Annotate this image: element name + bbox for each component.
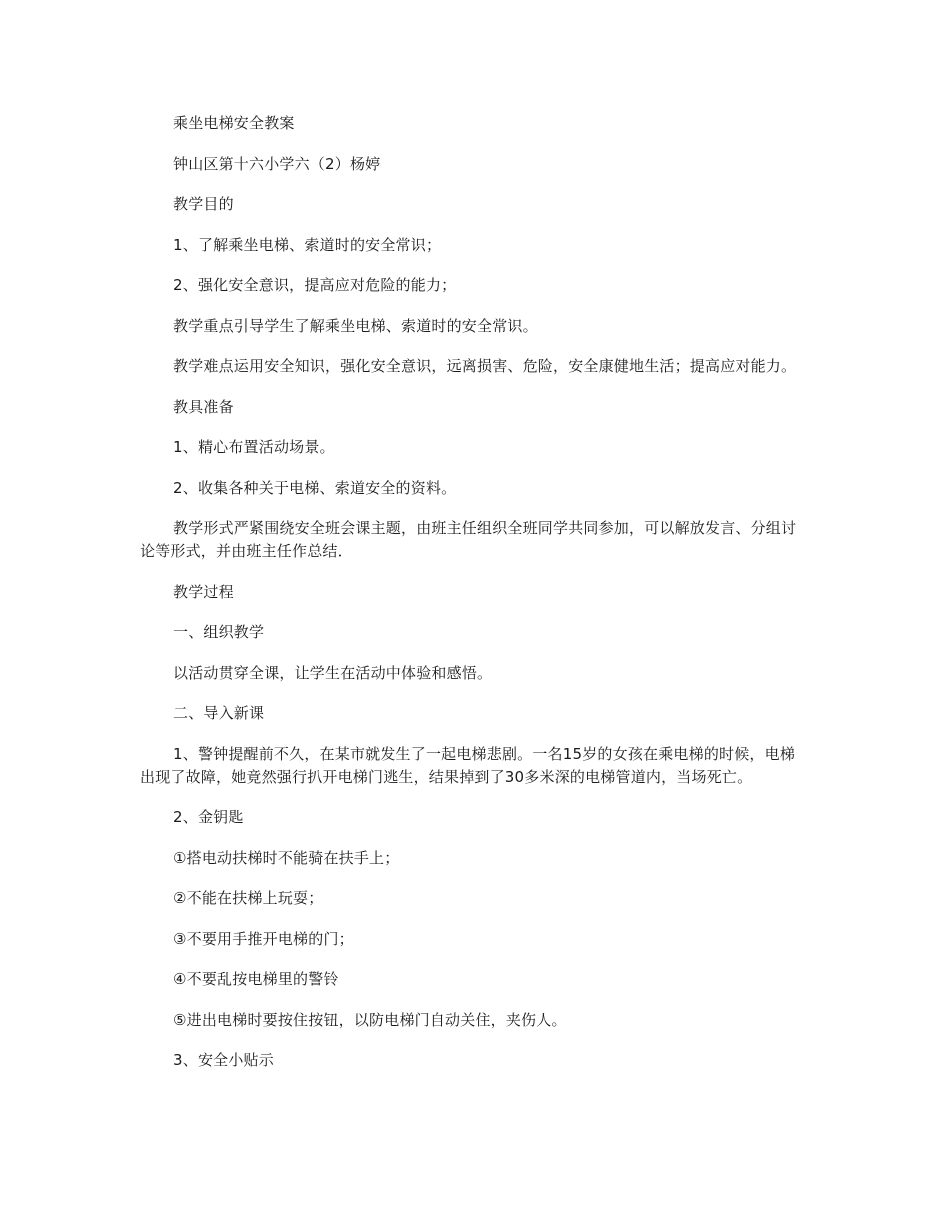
safety-rule-item: ⑤进出电梯时要按住按钮，以防电梯门自动关住，夹伤人。 bbox=[173, 1010, 567, 1029]
section-heading-process: 教学过程 bbox=[173, 582, 234, 601]
warning-story-paragraph: 1、警钟提醒前不久，在某市就发生了一起电梯悲剧。一名15岁的女孩在乘电梯的时候，电梯出现了故障，她竟然强行扒开电梯门逃生，结果掉到了30多米深的电梯管道内，当场死亡。 bbox=[140, 744, 796, 786]
materials-item: 1、精心布置活动场景。 bbox=[173, 438, 335, 456]
process-paragraph: 以活动贯穿全课，让学生在活动中体验和感悟。 bbox=[173, 663, 493, 682]
key-point-paragraph: 教学重点引导学生了解乘坐电梯、索道时的安全常识。 bbox=[173, 316, 538, 335]
difficulty-paragraph: 教学难点运用安全知识，强化安全意识，远离损害、危险，安全康健地生活；提高应对能力。 bbox=[173, 357, 797, 375]
process-step-heading: 二、导入新课 bbox=[173, 704, 265, 722]
author-line: 钟山区第十六小学六（2）杨婷 bbox=[173, 154, 381, 173]
objective-item: 2、强化安全意识，提高应对危险的能力； bbox=[173, 276, 457, 294]
teaching-format-paragraph: 教学形式严紧围绕安全班会课主题，由班主任组织全班同学共同参加，可以解放发言、分组讨论等形式，并由班主任作总结． bbox=[140, 519, 797, 560]
process-step-heading: 一、组织教学 bbox=[173, 623, 265, 641]
document-title: 乘坐电梯安全教案 bbox=[173, 114, 295, 132]
objective-item: 1、了解乘坐电梯、索道时的安全常识； bbox=[173, 235, 442, 254]
section-heading-materials: 教具准备 bbox=[173, 397, 234, 416]
safety-rule-item: ②不能在扶梯上玩耍； bbox=[173, 889, 324, 907]
safety-rule-item: ①搭电动扶梯时不能骑在扶手上； bbox=[173, 848, 400, 867]
safety-rule-item: ④不要乱按电梯里的警铃 bbox=[173, 970, 339, 988]
golden-key-heading: 2、金钥匙 bbox=[173, 808, 244, 826]
materials-item: 2、收集各种关于电梯、索道安全的资料。 bbox=[173, 478, 457, 497]
safety-rule-item: ③不要用手推开电梯的门； bbox=[173, 929, 354, 948]
safety-tips-heading: 3、安全小贴示 bbox=[173, 1051, 274, 1069]
section-heading-objectives: 教学目的 bbox=[173, 195, 234, 213]
